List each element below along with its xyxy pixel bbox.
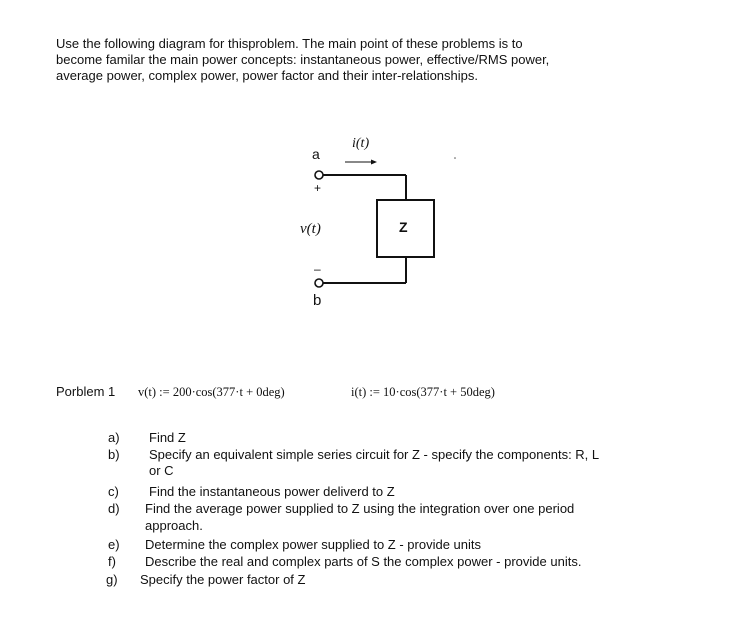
- intro-line-1: Use the following diagram for thisproblem. The main point of these problems is to: [56, 36, 523, 51]
- voltage-label: v(t): [300, 221, 321, 237]
- question-text: Determine the complex power supplied to Z - provide units: [145, 537, 481, 552]
- question-letter: d): [108, 501, 120, 516]
- current-arrowhead: [371, 160, 377, 165]
- voltage-equation: v(t) := 200·cos(377·t + 0deg): [138, 385, 285, 399]
- speck: [454, 157, 456, 159]
- impedance-label: Z: [399, 219, 408, 235]
- question-text-continuation: approach.: [145, 518, 203, 533]
- question-letter: g): [106, 572, 118, 587]
- question-text: Specify the power factor of Z: [140, 572, 306, 587]
- question-letter: c): [108, 484, 119, 499]
- terminal-b-node: [315, 279, 323, 287]
- terminal-b-label: b: [313, 292, 322, 309]
- current-label: i(t): [352, 136, 370, 151]
- current-equation: i(t) := 10·cos(377·t + 50deg): [351, 385, 495, 399]
- minus-sign: –: [314, 262, 321, 276]
- question-text: Find the average power supplied to Z using the integration over one period: [145, 501, 575, 516]
- terminal-a-label: a: [312, 146, 320, 162]
- question-text-continuation: or C: [149, 463, 174, 478]
- question-text: Find Z: [149, 430, 186, 445]
- question-text: Describe the real and complex parts of S the complex power - provide units.: [145, 554, 582, 569]
- question-letter: f): [108, 554, 116, 569]
- question-letter: b): [108, 447, 120, 462]
- question-text: Specify an equivalent simple series circuit for Z - specify the components: R, L: [149, 447, 600, 462]
- intro-line-2: become familar the main power concepts: instantaneous power, effective/RMS power,: [56, 52, 550, 67]
- terminal-a-node: [315, 171, 323, 179]
- question-letter: a): [108, 430, 120, 445]
- intro-line-3: average power, complex power, power factor and their inter-relationships.: [56, 68, 478, 83]
- plus-sign: +: [314, 181, 322, 195]
- problem-title: Porblem 1: [56, 384, 116, 399]
- question-letter: e): [108, 537, 120, 552]
- question-text: Find the instantaneous power deliverd to Z: [149, 484, 395, 499]
